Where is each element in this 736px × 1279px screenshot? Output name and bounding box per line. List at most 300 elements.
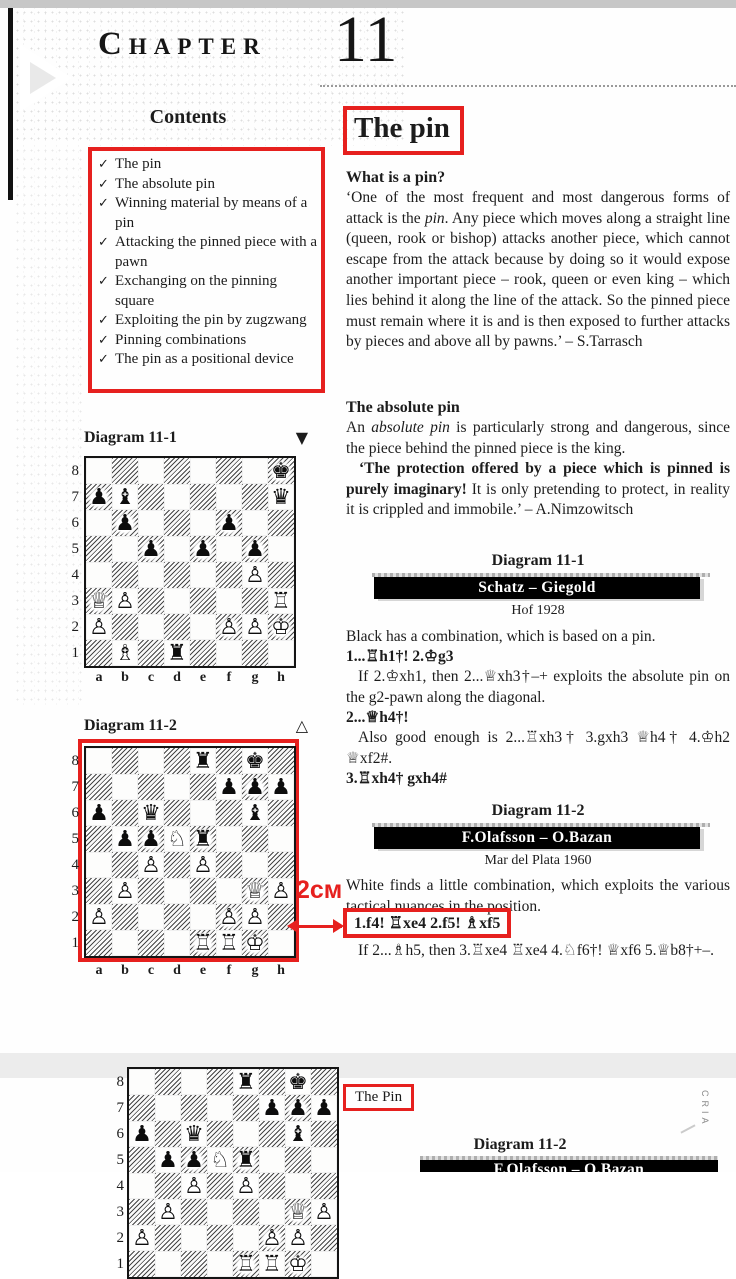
square-d3 <box>164 588 190 614</box>
quote-segment: . Any piece which moves along a straight line (queen, rook or bishop) attacks another piece, which cannot escape from the attack because by doing so it would expose another important piece – rook, queen or even king – which lies behind it along the line of the attack. So the pinned piece must remain where it is and is then exposed to further attacks by pieces and above all by pawns.’ – S.Tarrasch <box>346 209 731 351</box>
rank-label-3: 3 <box>71 883 79 899</box>
square-e8 <box>233 1069 259 1095</box>
scan-smudge <box>680 1124 695 1133</box>
square-a6 <box>86 510 112 536</box>
square-g1 <box>285 1251 311 1277</box>
square-h1 <box>268 930 294 956</box>
scan-edge-bar <box>8 8 13 200</box>
contents-item <box>98 331 319 351</box>
piece-bP: ♟ <box>216 510 242 536</box>
piece-bQ: ♛ <box>181 1121 207 1147</box>
contents-item <box>98 272 319 311</box>
square-c5 <box>138 536 164 562</box>
square-b8 <box>112 458 138 484</box>
chevron-decoration-inner <box>30 62 56 94</box>
piece-bP: ♟ <box>242 536 268 562</box>
square-e4 <box>190 852 216 878</box>
square-g5 <box>242 536 268 562</box>
rank-label-2: 2 <box>71 909 79 925</box>
square-c8 <box>138 458 164 484</box>
square-b6 <box>155 1121 181 1147</box>
chapter-label: Chapter <box>98 26 267 62</box>
square-f5 <box>216 826 242 852</box>
square-g6 <box>242 800 268 826</box>
square-b7 <box>112 484 138 510</box>
partial-chessboard-crop <box>109 1070 345 1277</box>
square-b6 <box>112 800 138 826</box>
square-f6 <box>216 800 242 826</box>
piece-wN: ♘ <box>207 1147 233 1173</box>
square-g3 <box>285 1199 311 1225</box>
square-f5 <box>216 536 242 562</box>
square-d3 <box>164 878 190 904</box>
square-b2 <box>112 904 138 930</box>
square-c3 <box>138 588 164 614</box>
rank-label-7: 7 <box>116 1100 124 1116</box>
check-icon: ✓ <box>98 352 109 367</box>
square-a7 <box>129 1095 155 1121</box>
file-label-e: e <box>199 670 207 685</box>
file-label-d: d <box>173 670 181 685</box>
square-g5 <box>285 1147 311 1173</box>
square-g4 <box>242 562 268 588</box>
piece-bK: ♚ <box>242 748 268 774</box>
piece-bP: ♟ <box>216 774 242 800</box>
piece-wR: ♖ <box>190 930 216 956</box>
file-label-h: h <box>277 670 285 685</box>
contents-title: Contents <box>149 106 227 128</box>
contents-item-label: Attacking the pinned piece with a pawn <box>115 234 318 270</box>
square-d2 <box>207 1225 233 1251</box>
square-d4 <box>207 1173 233 1199</box>
piece-wP: ♙ <box>242 614 268 640</box>
page2-diagram-reference: Diagram 11-2 <box>473 1136 567 1153</box>
square-c5 <box>138 826 164 852</box>
contents-list <box>92 155 321 370</box>
check-icon: ✓ <box>98 196 109 211</box>
square-f6 <box>216 510 242 536</box>
contents-item-label: Winning material by means of a pin <box>115 195 308 231</box>
contents-item <box>98 155 319 175</box>
contents-item-label: The pin <box>115 156 162 172</box>
square-f7 <box>216 774 242 800</box>
square-b5 <box>112 536 138 562</box>
square-d1 <box>164 640 190 666</box>
piece-bR: ♜ <box>190 748 216 774</box>
piece-wP: ♙ <box>268 878 294 904</box>
piece-bP: ♟ <box>242 774 268 800</box>
square-h3 <box>268 588 294 614</box>
rank-label-2: 2 <box>116 1230 124 1246</box>
diagram-11-2-header <box>84 716 308 735</box>
piece-bR: ♜ <box>164 640 190 666</box>
piece-bR: ♜ <box>233 1069 259 1095</box>
square-c8 <box>181 1069 207 1095</box>
square-e3 <box>190 588 216 614</box>
square-b2 <box>112 614 138 640</box>
piece-wP: ♙ <box>155 1199 181 1225</box>
square-a7 <box>86 484 112 510</box>
square-h2 <box>311 1225 337 1251</box>
piece-wK: ♔ <box>242 930 268 956</box>
square-d1 <box>164 930 190 956</box>
piece-bP: ♟ <box>311 1095 337 1121</box>
file-label-a: a <box>95 670 103 685</box>
square-g7 <box>285 1095 311 1121</box>
square-a8 <box>86 748 112 774</box>
square-e5 <box>190 536 216 562</box>
square-e3 <box>190 878 216 904</box>
chessboard-diagram-11-2 <box>84 746 296 958</box>
square-a4 <box>86 562 112 588</box>
piece-bP: ♟ <box>112 826 138 852</box>
check-icon: ✓ <box>98 235 109 250</box>
square-c2 <box>181 1225 207 1251</box>
piece-wK: ♔ <box>268 614 294 640</box>
square-d7 <box>207 1095 233 1121</box>
square-f4 <box>259 1173 285 1199</box>
square-e5 <box>190 826 216 852</box>
square-g3 <box>242 878 268 904</box>
square-e1 <box>233 1251 259 1277</box>
file-label-g: g <box>251 963 259 978</box>
square-b7 <box>112 774 138 800</box>
piece-bP: ♟ <box>259 1095 285 1121</box>
square-e7 <box>190 774 216 800</box>
piece-wP: ♙ <box>216 904 242 930</box>
diagram-11-1-title: Diagram 11-1 <box>84 428 177 446</box>
white-to-move-icon: △ <box>295 716 308 735</box>
contents-item <box>98 233 319 272</box>
file-labels <box>84 963 298 979</box>
square-d5 <box>164 536 190 562</box>
square-c6 <box>138 800 164 826</box>
check-icon: ✓ <box>98 332 109 348</box>
square-a1 <box>86 640 112 666</box>
rank-label-2: 2 <box>71 619 79 635</box>
square-e1 <box>190 930 216 956</box>
piece-bB: ♝ <box>285 1121 311 1147</box>
square-a4 <box>86 852 112 878</box>
square-g4 <box>285 1173 311 1199</box>
piece-wP: ♙ <box>242 904 268 930</box>
square-h8 <box>311 1069 337 1095</box>
square-f8 <box>216 458 242 484</box>
piece-wP: ♙ <box>181 1173 207 1199</box>
square-g7 <box>242 774 268 800</box>
text-segment: An <box>346 419 372 436</box>
page2-running-header: The Pin <box>355 1089 403 1105</box>
chessboard-diagram-11-1 <box>84 456 296 668</box>
rank-label-4: 4 <box>116 1178 124 1194</box>
piece-bP: ♟ <box>155 1147 181 1173</box>
square-e3 <box>233 1199 259 1225</box>
square-h4 <box>311 1173 337 1199</box>
square-g1 <box>242 930 268 956</box>
square-d3 <box>207 1199 233 1225</box>
square-b1 <box>112 640 138 666</box>
piece-bP: ♟ <box>181 1147 207 1173</box>
piece-wP: ♙ <box>259 1225 285 1251</box>
square-e6 <box>190 800 216 826</box>
file-label-c: c <box>147 670 155 685</box>
square-a1 <box>129 1251 155 1277</box>
piece-wN: ♘ <box>164 826 190 852</box>
file-label-f: f <box>226 963 232 978</box>
contents-item <box>98 175 319 195</box>
square-f2 <box>259 1225 285 1251</box>
rank-label-4: 4 <box>71 567 79 583</box>
square-b8 <box>155 1069 181 1095</box>
black-to-move-icon: ▼ <box>295 428 308 447</box>
file-labels <box>84 670 298 686</box>
square-f7 <box>259 1095 285 1121</box>
square-d4 <box>164 562 190 588</box>
square-a8 <box>86 458 112 484</box>
venue-line: Hof 1928 <box>511 603 565 618</box>
square-b5 <box>155 1147 181 1173</box>
piece-bP: ♟ <box>285 1095 311 1121</box>
rank-label-4: 4 <box>71 857 79 873</box>
square-f5 <box>259 1147 285 1173</box>
rank-label-1: 1 <box>71 935 79 951</box>
square-e2 <box>190 904 216 930</box>
square-b8 <box>112 748 138 774</box>
piece-bP: ♟ <box>86 484 112 510</box>
section-heading-what-is-a-pin: What is a pin? <box>346 169 446 186</box>
square-g2 <box>285 1225 311 1251</box>
page-edge-marks: CRIA <box>700 1090 710 1128</box>
quote-segment-italic: pin <box>424 209 445 227</box>
rank-label-8: 8 <box>116 1074 124 1090</box>
square-c7 <box>181 1095 207 1121</box>
square-c5 <box>181 1147 207 1173</box>
piece-bR: ♜ <box>233 1147 259 1173</box>
square-f7 <box>216 484 242 510</box>
square-f8 <box>216 748 242 774</box>
square-d8 <box>164 748 190 774</box>
piece-bP: ♟ <box>129 1121 155 1147</box>
piece-wR: ♖ <box>259 1251 285 1277</box>
square-f4 <box>216 852 242 878</box>
piece-bR: ♜ <box>190 826 216 852</box>
square-f1 <box>259 1251 285 1277</box>
square-c4 <box>138 852 164 878</box>
rank-labels <box>64 458 79 666</box>
file-label-g: g <box>251 670 259 685</box>
piece-wQ: ♕ <box>285 1199 311 1225</box>
square-f3 <box>259 1199 285 1225</box>
file-label-h: h <box>277 963 285 978</box>
file-label-c: c <box>147 963 155 978</box>
square-c1 <box>138 640 164 666</box>
file-label-b: b <box>121 670 129 685</box>
contents-item-label: Exploiting the pin by zugzwang <box>115 312 307 328</box>
square-d5 <box>207 1147 233 1173</box>
square-d6 <box>164 800 190 826</box>
square-d6 <box>164 510 190 536</box>
square-f2 <box>216 904 242 930</box>
page-title: The pin <box>354 112 450 144</box>
piece-bQ: ♛ <box>268 484 294 510</box>
piece-wP: ♙ <box>190 852 216 878</box>
players-banner: F.Olafsson – O.Bazan <box>374 827 700 849</box>
file-label-e: e <box>199 963 207 978</box>
piece-bP: ♟ <box>138 536 164 562</box>
rank-label-8: 8 <box>71 463 79 479</box>
square-c6 <box>181 1121 207 1147</box>
square-g8 <box>285 1069 311 1095</box>
square-g8 <box>242 748 268 774</box>
square-b4 <box>155 1173 181 1199</box>
square-b1 <box>155 1251 181 1277</box>
rank-label-6: 6 <box>71 805 79 821</box>
square-h5 <box>268 536 294 562</box>
chapter-number: 11 <box>334 3 398 76</box>
square-d8 <box>207 1069 233 1095</box>
rank-label-5: 5 <box>71 831 79 847</box>
square-b5 <box>112 826 138 852</box>
square-f2 <box>216 614 242 640</box>
square-c3 <box>181 1199 207 1225</box>
rank-label-5: 5 <box>116 1152 124 1168</box>
rank-label-6: 6 <box>71 515 79 531</box>
piece-wP: ♙ <box>242 562 268 588</box>
highlighted-move-annotation-box <box>343 908 511 938</box>
piece-wP: ♙ <box>86 904 112 930</box>
piece-bB: ♝ <box>242 800 268 826</box>
quote-segment: ‘One of the most frequent and most dangerous forms of attack is the <box>346 189 730 227</box>
square-e2 <box>233 1225 259 1251</box>
square-d2 <box>164 904 190 930</box>
arrow-left-head-icon <box>287 919 298 933</box>
square-e4 <box>190 562 216 588</box>
square-f3 <box>216 588 242 614</box>
rank-labels <box>109 1069 124 1277</box>
square-a7 <box>86 774 112 800</box>
square-h1 <box>268 640 294 666</box>
square-c2 <box>138 614 164 640</box>
file-label-b: b <box>121 963 129 978</box>
chessboard-diagram-11-2-partial <box>127 1067 339 1279</box>
quote-segment: It is only pretending to protect, in reality it is crippled and immobile.’ – A.Nimzowitsch <box>346 480 730 519</box>
piece-bB: ♝ <box>112 484 138 510</box>
square-e1 <box>190 640 216 666</box>
square-f1 <box>216 640 242 666</box>
square-a5 <box>86 826 112 852</box>
piece-wK: ♔ <box>285 1251 311 1277</box>
contents-item-label: The absolute pin <box>115 175 215 192</box>
piece-wP: ♙ <box>112 588 138 614</box>
square-h5 <box>268 826 294 852</box>
page2-header-annotation-box <box>343 1084 414 1111</box>
square-c4 <box>181 1173 207 1199</box>
square-g6 <box>285 1121 311 1147</box>
measurement-label: 2см <box>296 876 343 904</box>
square-a8 <box>129 1069 155 1095</box>
square-h4 <box>268 562 294 588</box>
piece-wQ: ♕ <box>86 588 112 614</box>
square-h3 <box>311 1199 337 1225</box>
page-title-annotation-box <box>343 106 464 155</box>
game1-note-1: If 2.♔xh1, then 2...♕xh3†–+ exploits the absolute pin on the g2-pawn along the diagonal. <box>346 668 730 706</box>
square-h2 <box>268 614 294 640</box>
piece-wP: ♙ <box>86 614 112 640</box>
game1-note-2: Also good enough is 2...♖xh3† 3.gxh3 ♕h4† 4.♔h2 ♕xf2#. <box>346 729 730 767</box>
game2-move-line-1: 1.f4! ♖xe4 2.f5! ♗xf5 <box>354 915 501 932</box>
what-is-a-pin-paragraph <box>346 188 730 353</box>
piece-wP: ♙ <box>216 614 242 640</box>
square-f4 <box>216 562 242 588</box>
square-a5 <box>129 1147 155 1173</box>
square-d2 <box>164 614 190 640</box>
square-a2 <box>86 904 112 930</box>
square-h8 <box>268 748 294 774</box>
absolute-pin-paragraph-2 <box>346 459 730 521</box>
piece-bP: ♟ <box>190 536 216 562</box>
game2-note-1: If 2...♗h5, then 3.♖xe4 ♖xe4 4.♘f6†! ♕xf6 5.♕b8†+–. <box>358 942 714 959</box>
piece-bK: ♚ <box>268 458 294 484</box>
square-f8 <box>259 1069 285 1095</box>
piece-wR: ♖ <box>268 588 294 614</box>
quote-segment-bold: ‘The protection offered by a piece which is pinned is purely imaginary! <box>346 460 730 498</box>
piece-bQ: ♛ <box>138 800 164 826</box>
piece-bK: ♚ <box>285 1069 311 1095</box>
square-g4 <box>242 852 268 878</box>
piece-wP: ♙ <box>311 1199 337 1225</box>
square-b2 <box>155 1225 181 1251</box>
square-g8 <box>242 458 268 484</box>
check-icon: ✓ <box>98 157 109 172</box>
square-a6 <box>129 1121 155 1147</box>
partial-chessboard-wrap <box>109 1067 339 1279</box>
file-label-a: a <box>95 963 103 978</box>
contents-item <box>98 194 319 233</box>
piece-wR: ♖ <box>216 930 242 956</box>
square-d4 <box>164 852 190 878</box>
rank-labels <box>64 748 79 956</box>
square-a4 <box>129 1173 155 1199</box>
check-icon: ✓ <box>98 176 109 192</box>
rank-label-7: 7 <box>71 489 79 505</box>
piece-wP: ♙ <box>112 878 138 904</box>
square-g5 <box>242 826 268 852</box>
square-h7 <box>268 484 294 510</box>
square-a1 <box>86 930 112 956</box>
square-f1 <box>216 930 242 956</box>
square-h8 <box>268 458 294 484</box>
square-e2 <box>190 614 216 640</box>
page2-players-banner-partial <box>420 1160 718 1178</box>
venue-line: Mar del Plata 1960 <box>484 853 592 868</box>
square-b3 <box>112 878 138 904</box>
piece-bP: ♟ <box>86 800 112 826</box>
square-c3 <box>138 878 164 904</box>
square-e7 <box>233 1095 259 1121</box>
rank-label-6: 6 <box>116 1126 124 1142</box>
contents-item <box>98 350 319 370</box>
piece-wP: ♙ <box>129 1225 155 1251</box>
arrow-right-head-icon <box>333 919 344 933</box>
square-d6 <box>207 1121 233 1147</box>
rank-label-3: 3 <box>116 1204 124 1220</box>
square-a3 <box>86 588 112 614</box>
square-b4 <box>112 852 138 878</box>
square-e8 <box>190 748 216 774</box>
section-heading-absolute-pin: The absolute pin <box>346 399 460 416</box>
contents-item-label: Pinning combinations <box>115 331 247 348</box>
square-e7 <box>190 484 216 510</box>
